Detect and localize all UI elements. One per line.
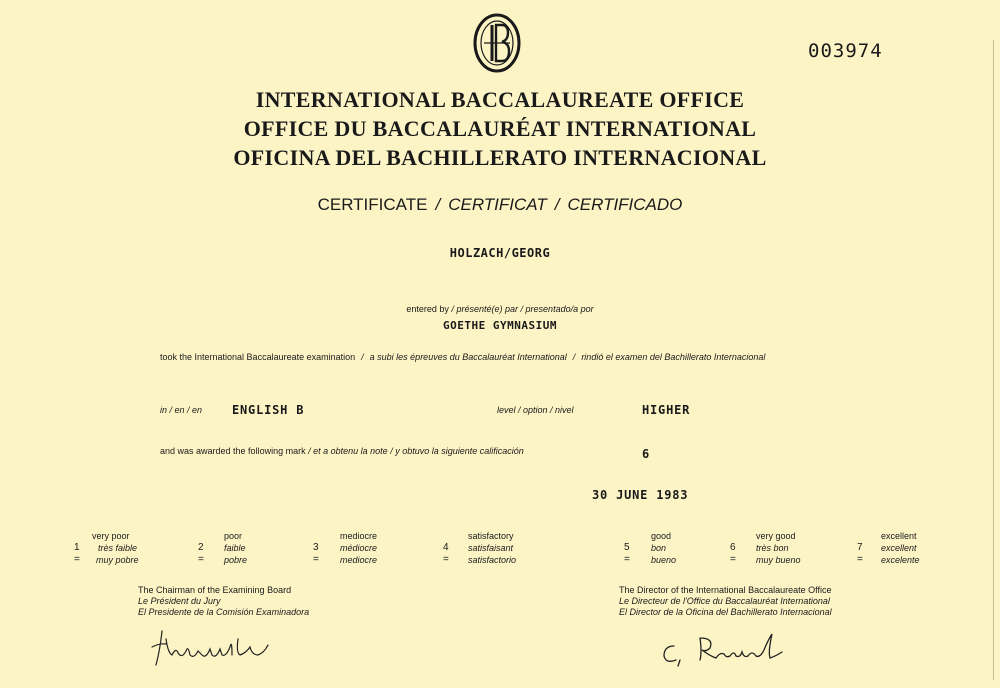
- director-fr: Le Directeur de l'Office du Baccalauréat International: [619, 596, 830, 606]
- separator: /: [361, 352, 364, 362]
- scale-en: good: [651, 531, 672, 541]
- scale-es: muy pobre: [96, 555, 139, 565]
- school-name: GOETHE GYMNASIUM: [443, 319, 557, 332]
- ib-logo-icon: [466, 12, 528, 74]
- scale-number: 4 =: [443, 542, 449, 565]
- awarded-en: and was awarded the following mark: [160, 446, 306, 456]
- separator: /: [572, 352, 576, 362]
- entered-by-es: presentado/a por: [525, 304, 594, 314]
- office-title-es: OFICINA DEL BACHILLERATO INTERNACIONAL: [233, 145, 767, 170]
- level-value: HIGHER: [642, 403, 691, 417]
- scale-es: satisfactorio: [468, 555, 517, 565]
- awarded-fr: et a obtenu la note: [313, 446, 388, 456]
- office-title-fr: OFFICE DU BACCALAURÉAT INTERNATIONAL: [243, 116, 757, 141]
- scale-number: 6 =: [730, 542, 736, 565]
- chairman-fr: Le Président du Jury: [138, 596, 221, 606]
- candidate-name: HOLZACH/GEORG: [449, 246, 551, 260]
- subject-label: in / en / en: [160, 405, 203, 415]
- scale-number: 7 =: [857, 542, 863, 565]
- scale-es: mediocre: [340, 555, 378, 565]
- chairman-es: El Presidente de la Comisión Examinadora: [138, 607, 310, 617]
- scale-en: poor: [224, 531, 243, 541]
- scale-es: excelente: [881, 555, 920, 565]
- subject-value: ENGLISH B: [232, 403, 305, 417]
- chairman-block: [138, 585, 309, 618]
- serial-number: 003974: [808, 40, 883, 62]
- scale-number: 1 =: [74, 542, 80, 565]
- director-en: The Director of the International Baccalaureate Office: [619, 585, 832, 595]
- scale-number: 5 =: [624, 542, 630, 565]
- chairman-en: The Chairman of the Examining Board: [138, 585, 292, 595]
- certificate-es: CERTIFICADO: [567, 195, 683, 214]
- scale-es: bueno: [651, 555, 677, 565]
- scale-fr: satisfaisant: [468, 543, 514, 553]
- entered-by-label: [0, 304, 1000, 314]
- separator: /: [308, 446, 311, 456]
- scale-number: 2 =: [198, 542, 204, 565]
- separator: /: [390, 446, 393, 456]
- scale-fr: médiocre: [340, 543, 378, 553]
- awarded-label: [160, 446, 524, 456]
- scale-fr: très bon: [756, 543, 789, 553]
- entered-by-fr: présenté(e) par: [456, 304, 518, 314]
- separator: /: [435, 195, 441, 214]
- certificate-fr: CERTIFICAT: [448, 195, 547, 214]
- director-signature: [656, 628, 806, 668]
- mark-value: 6: [642, 447, 650, 461]
- scale-fr: excellent: [881, 543, 917, 553]
- took-es: rindió el examen del Bachillerato Internacional: [581, 352, 766, 362]
- separator: /: [554, 195, 560, 214]
- scale-en: satisfactory: [468, 531, 514, 541]
- scale-en: excellent: [881, 531, 917, 541]
- level-label: level / option / nivel: [497, 405, 574, 415]
- certificate-en: CERTIFICATE: [317, 195, 428, 214]
- separator: /: [520, 304, 524, 314]
- took-fr: a subi les épreuves du Baccalauréat International: [369, 352, 567, 362]
- awarded-es: y obtuvo la siguiente calificación: [395, 446, 524, 456]
- scale-fr: très faible: [98, 543, 138, 553]
- chairman-signature: [146, 625, 276, 670]
- office-title-en: INTERNATIONAL BACCALAUREATE OFFICE: [255, 87, 745, 112]
- entered-by-en: entered by: [406, 304, 449, 314]
- scale-es: muy bueno: [756, 555, 801, 565]
- director-es: El Director de la Oficina del Bachillerato Internacional: [619, 607, 832, 617]
- scale-es: pobre: [224, 555, 248, 565]
- certificate-heading: [0, 195, 1000, 215]
- scale-en: very poor: [92, 531, 130, 541]
- took-exam-label: [160, 352, 771, 362]
- scale-fr: bon: [651, 543, 667, 553]
- separator: /: [451, 304, 454, 314]
- scale-number: 3 =: [313, 542, 319, 565]
- director-block: [619, 585, 832, 618]
- scale-en: mediocre: [340, 531, 378, 541]
- scale-en: very good: [756, 531, 796, 541]
- took-en: took the International Baccalaureate examination: [160, 352, 356, 362]
- issue-date: 30 JUNE 1983: [592, 488, 689, 502]
- scale-fr: faible: [224, 543, 246, 553]
